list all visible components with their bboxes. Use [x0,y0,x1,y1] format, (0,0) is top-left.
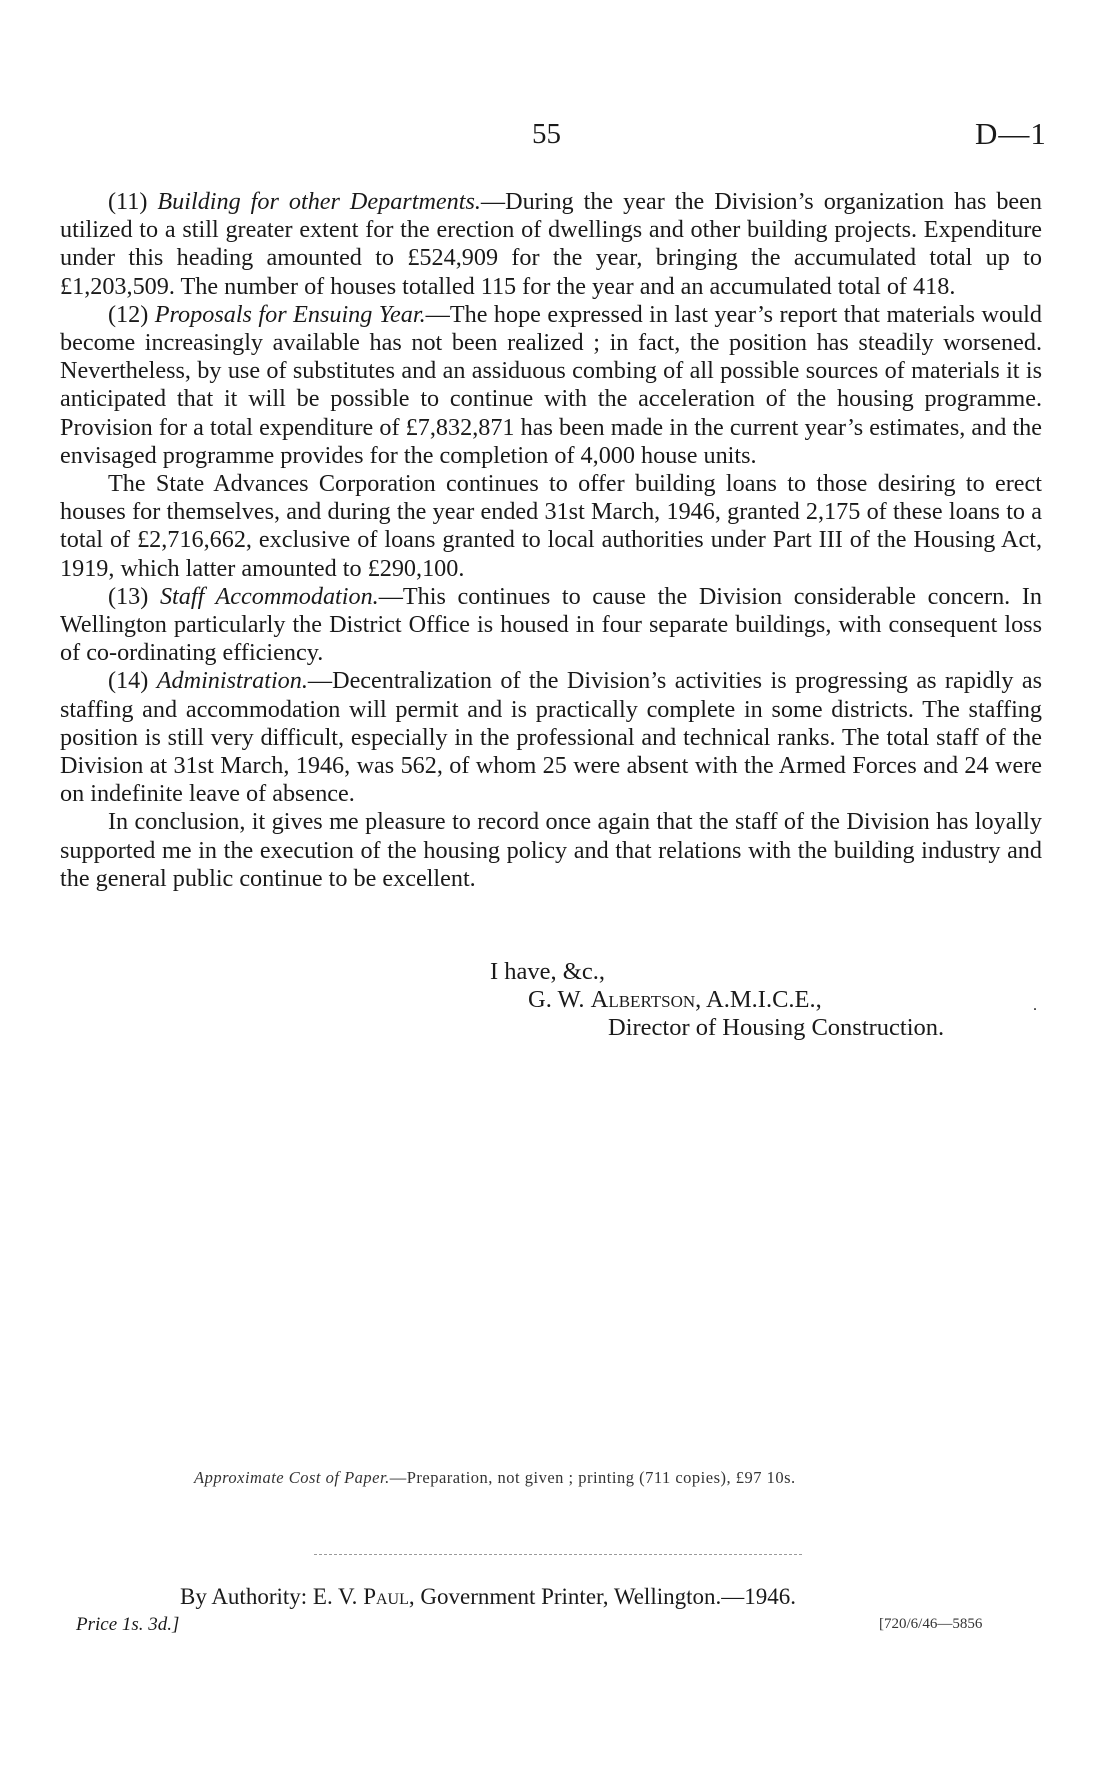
cost-of-paper-note [194,1468,796,1488]
paragraph-number: (14) [108,667,157,695]
imprint-prefix: By Authority: E. V. [180,1584,364,1609]
paragraph-conclusion: In conclusion, it gives me pleasure to record once again that the staff of the Division has loyally supported me in the execution of the housing policy and that relations with the building industry and the general public continue to be excellent. [60,808,1042,892]
signoff-closing: I have, &c., [490,958,605,985]
paragraph-heading: Building for other Departments. [157,188,481,215]
printer-imprint [180,1584,796,1610]
footer-divider [314,1554,802,1555]
document-reference: D—1 [975,116,1047,151]
signoff-surname: Albertson [590,986,696,1013]
paragraph-building-other-departments [60,188,1042,301]
paragraph-text: —The hope expressed in last year’s report that materials would become increasingly available has not been realized ; in fact, the position has steadily worsened. Nevertheless, by use of substitutes and an assiduous combing of all possible sources of materials it is anticipated that it will be possible to continue with the acceleration of the housing programme. Provision for a total expenditure of £7,832,871 has been made in the current year’s estimates, and the envisaged programme provides for the completion of 4,000 house units. [60,300,1042,469]
paragraph-state-advances-loans: The State Advances Corporation continues to offer building loans to those desiring to erect houses for themselves, and during the year ended 31st March, 1946, granted 2,175 of these loans to a total of £2,716,662, exclusive of loans granted to local authorities under Part III of the Housing Act, 1919, which latter amounted to £290,100. [60,470,1042,582]
cost-text: —Preparation, not given ; printing (711 copies), £97 10s. [389,1468,796,1487]
signoff-title: Director of Housing Construction. [608,1014,945,1041]
report-body [60,188,1042,893]
paragraph-text: —Decentralization of the Division’s activities is progressing as rapidly as staffing and accommodation will permit and is practically complete in some districts. The staffing position is still very difficult, especially in the professional and technical ranks. The total staff of the Division at 31st March, 1946, was 562, of whom 25 were absent with the Armed Forces and 24 were on indefinite leave of absence. [60,667,1043,808]
paragraph-text: —During the year the Division’s organization has been utilized to a still greater extent for the erection of dwellings and other building projects. Expenditure under this heading amounted to £524,909 for the year, bringing the accumulated total up to £1,203,509. The number of houses totalled 115 for the year and an accumulated total of 418. [60,188,1042,300]
paragraph-proposals-ensuing-year [60,301,1042,470]
paragraph-text: —This continues to cause the Division considerable concern. In Wellington particularly the District Office is housed in four separate buildings, with consequent loss of co-ordinating efficiency. [60,582,1043,667]
signoff-initials: G. W. [528,986,591,1013]
paragraph-number: (12) [108,300,155,328]
paragraph-number: (13) [108,582,160,610]
price: Price 1s. 3d.] [76,1614,180,1635]
signoff-qualifications: , A.M.I.C.E., [695,986,822,1013]
imprint-printer-name: Paul [363,1584,409,1609]
print-code: [720/6/46—5856 [879,1616,983,1632]
signoff-name [528,986,822,1014]
page-number: 55 [532,118,561,150]
paragraph-heading: Administration. [156,667,308,695]
paragraph-heading: Staff Accommodation. [159,582,379,610]
cost-label: Approximate Cost of Paper. [194,1468,390,1487]
paragraph-heading: Proposals for Ensuing Year. [154,300,426,328]
paragraph-staff-accommodation [60,583,1042,668]
paragraph-administration [60,667,1042,808]
stray-mark: . [1033,997,1037,1014]
paragraph-number: (11) [108,188,158,215]
imprint-suffix: , Government Printer, Wellington.—1946. [408,1584,796,1609]
